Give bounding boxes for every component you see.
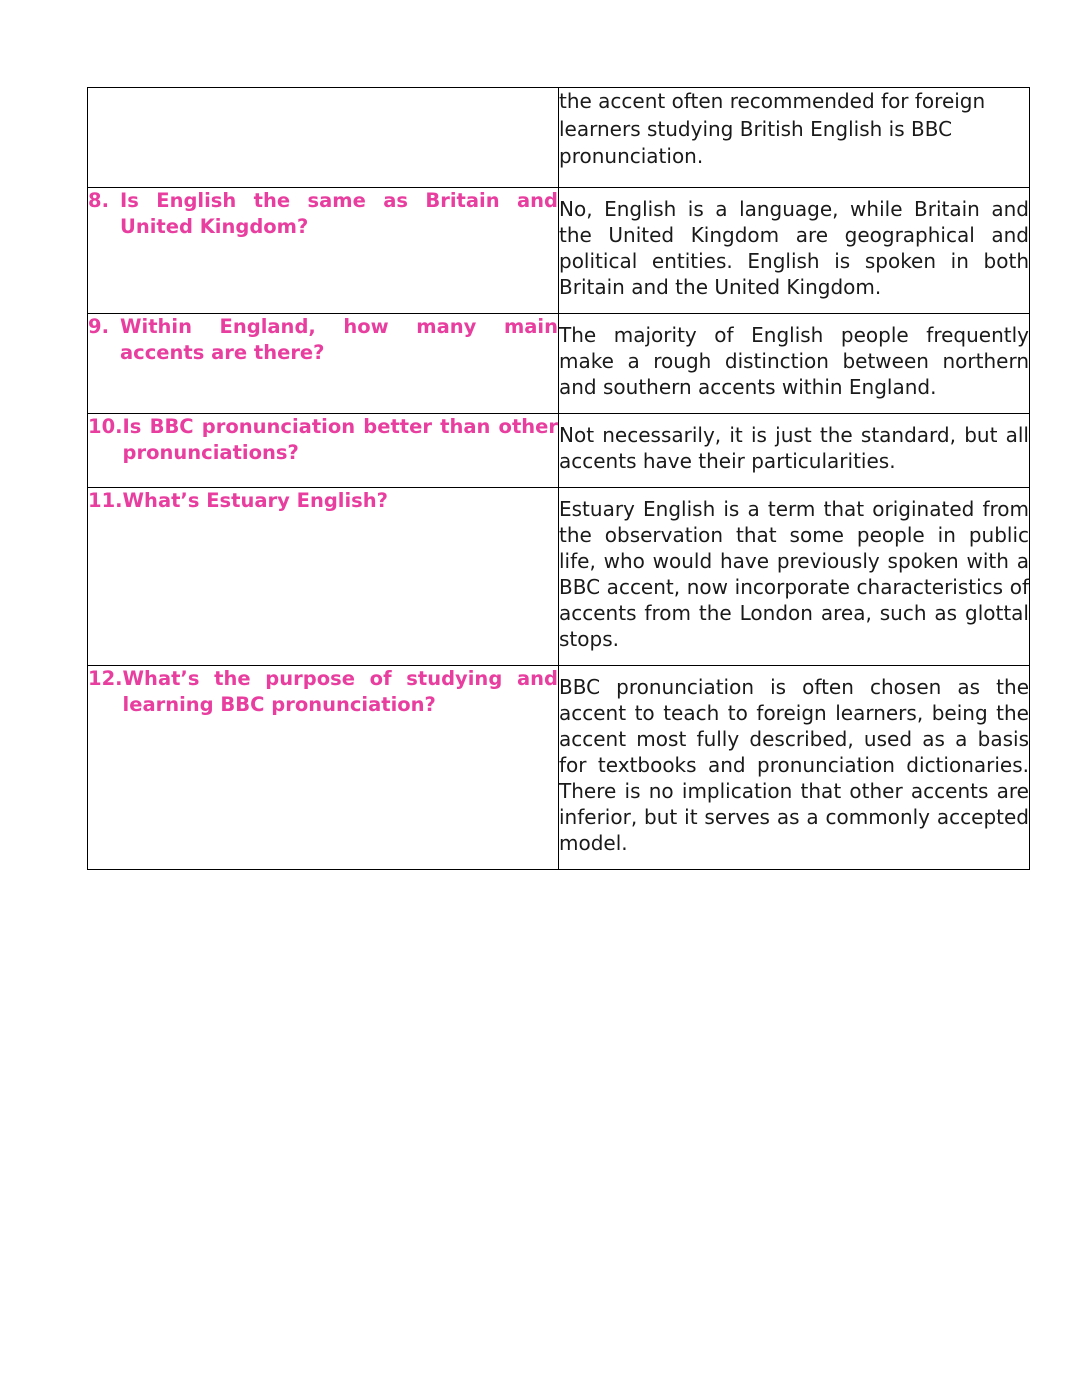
question-number: 9. (88, 315, 109, 338)
answer-text: the accent often recommended for foreign learners studying British English is BBC pronunciation. (559, 89, 986, 168)
table-row (88, 88, 1030, 188)
question-cell (88, 414, 559, 488)
answer-cell (559, 488, 1030, 666)
answer-text: No, English is a language, while Britain and the United Kingdom are geographical and political entities. English is spoken in both Britain and the United Kingdom. (559, 197, 1029, 299)
question (88, 666, 558, 718)
table-row (88, 414, 1030, 488)
answer-cell (559, 188, 1030, 314)
qa-table (87, 87, 1030, 870)
question-number: 11. (88, 489, 123, 512)
question-cell (88, 314, 559, 414)
question (88, 488, 558, 514)
answer-text: Estuary English is a term that originated from the observation that some people in public life, who would have previously spoken with a BBC accent, now incorporate characteristics of accents from the London area, such as glottal stops. (559, 497, 1029, 651)
table-row (88, 488, 1030, 666)
question-cell (88, 188, 559, 314)
answer-text: The majority of English people frequently make a rough distinction between northern and southern accents within England. (559, 323, 1029, 399)
question-cell (88, 488, 559, 666)
answer-cell (559, 666, 1030, 870)
table-row (88, 666, 1030, 870)
answer-cell (559, 88, 1030, 188)
question (88, 414, 558, 466)
question-text: What’s the purpose of studying and learning BBC pronunciation? (122, 667, 558, 716)
question-number: 10. (88, 415, 123, 438)
answer-cell (559, 314, 1030, 414)
question (88, 188, 558, 240)
answer-cell (559, 414, 1030, 488)
question-number: 8. (88, 189, 109, 212)
question-text: Is English the same as Britain and United Kingdom? (120, 189, 558, 238)
question-cell (88, 88, 559, 188)
answer-text: BBC pronunciation is often chosen as the accent to teach to foreign learners, being the accent most fully described, used as a basis for textbooks and pronunciation dictionaries. There is no implication that other accents are inferior, but it serves as a commonly accepted model. (559, 675, 1029, 855)
table-row (88, 314, 1030, 414)
question (88, 314, 558, 366)
question-text: What’s Estuary English? (122, 489, 388, 512)
question-cell (88, 666, 559, 870)
question-number: 12. (88, 667, 123, 690)
answer-text: Not necessarily, it is just the standard, but all accents have their particularities. (559, 423, 1029, 473)
question-text: Is BBC pronunciation better than other pronunciations? (122, 415, 558, 464)
table-row (88, 188, 1030, 314)
question-text: Within England, how many main accents are there? (120, 315, 558, 364)
